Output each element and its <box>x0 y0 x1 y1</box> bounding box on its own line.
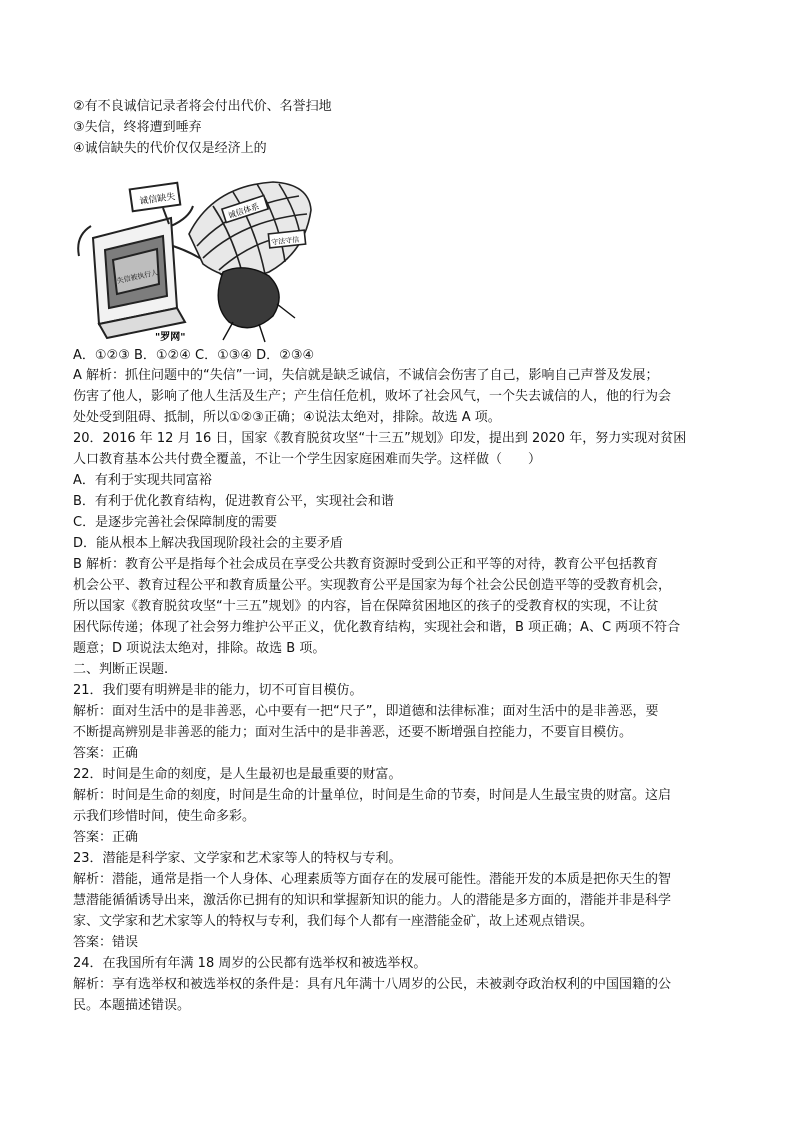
option-line-4: ④诚信缺失的代价仅仅是经济上的 <box>73 141 267 156</box>
analysis-20-line-5: 题意；D 项说法太绝对，排除。故选 B 项。 <box>73 641 326 656</box>
analysis-23-line-1: 解析：潜能，通常是指一个人身体、心理素质等方面存在的发展可能性。潜能开发的本质是把你天生的智 <box>73 872 672 887</box>
net-dome <box>189 182 311 277</box>
analysis-19-line-3: 处处受到阻碍、抵制，所以①②③正确；④说法太绝对，排除。故选 A 项。 <box>73 410 501 425</box>
section-heading-2: 二、判断正误题. <box>73 662 169 677</box>
analysis-23-line-2: 慧潜能循循诱导出来，激活你已拥有的知识和掌握新知识的能力。人的潜能是多方面的，潜能并非是科学 <box>73 893 672 908</box>
question-20-line-2: 人口教育基本公共付费全覆盖，不让一个学生因家庭困难而失学。这样做（ ） <box>73 452 542 467</box>
answer-options-19: A．①②③ B．①②④ C．①③④ D．②③④ <box>73 348 315 363</box>
sign-left-text: 诚信缺失 <box>138 192 176 208</box>
analysis-20-line-2: 机会公平、教育过程公平和教育质量公平。实现教育公平是国家为每个社会公民创造平等的受教育机会， <box>73 578 672 593</box>
analysis-22-line-2: 示我们珍惜时间，使生命多彩。 <box>73 809 256 824</box>
question-24: 24．在我国所有年满 18 周岁的公民都有选举权和被选举权。 <box>73 956 427 971</box>
answer-21: 答案：正确 <box>73 746 139 761</box>
option-20-c: C．是逐步完善社会保障制度的需要 <box>73 515 278 530</box>
analysis-20-line-4: 困代际传递；体现了社会努力维护公平正义，优化教育结构，实现社会和谐，B 项正确；A、C 两项不符合 <box>73 620 681 635</box>
cartoon-illustration <box>73 176 313 344</box>
answer-22: 答案：正确 <box>73 830 139 845</box>
question-23: 23．潜能是科学家、文学家和艺术家等人的特权与专利。 <box>73 851 402 866</box>
creature-figure <box>218 268 295 342</box>
option-20-a: A．有利于实现共同富裕 <box>73 473 212 488</box>
screen-text: 失信被执行人 <box>116 268 159 286</box>
option-line-2: ②有不良诚信记录者将会付出代价、名誉扫地 <box>73 99 332 114</box>
option-line-3: ③失信，终将遭到唾弃 <box>73 120 202 135</box>
analysis-23-line-3: 家、文学家和艺术家等人的特权与专利，我们每个人都有一座潜能金矿，故上述观点错误。 <box>73 914 594 929</box>
option-20-d: D．能从根本上解决我国现阶段社会的主要矛盾 <box>73 536 344 551</box>
sign-left <box>130 183 181 224</box>
analysis-20-line-3: 所以国家《教育脱贫攻坚“十三五”规划》的内容，旨在保障贫困地区的孩子的受教育权的实现，不让贫 <box>73 599 659 614</box>
analysis-19-line-1: A 解析：抓住问题中的“失信”一词，失信就是缺乏诚信，不诚信会伤害了自己，影响自己声誉及发展； <box>73 368 659 383</box>
analysis-19-line-2: 伤害了他人，影响了他人生活及生产；产生信任危机，败坏了社会风气，一个失去诚信的人，他的行为会 <box>73 389 672 404</box>
analysis-24-line-1: 解析：享有选举权和被选举权的条件是：具有凡年满十八周岁的公民，未被剥夺政治权利的中国国籍的公 <box>73 977 672 992</box>
option-20-b: B．有利于优化教育结构，促进教育公平，实现社会和谐 <box>73 494 394 509</box>
analysis-22-line-1: 解析：时间是生命的刻度，时间是生命的计量单位，时间是生命的节奏，时间是人生最宝贵的财富。这启 <box>73 788 672 803</box>
analysis-21-line-1: 解析：面对生活中的是非善恶，心中要有一把“尺子”，即道德和法律标准；面对生活中的是非善恶，要 <box>73 704 659 719</box>
answer-23: 答案：错误 <box>73 935 139 950</box>
analysis-20-line-1: B 解析：教育公平是指每个社会成员在享受公共教育资源时受到公正和平等的对待，教育公平包括教育 <box>73 557 659 572</box>
question-21: 21．我们要有明辨是非的能力，切不可盲目模仿。 <box>73 683 363 698</box>
net-label-text: 诚信体系 <box>226 201 261 221</box>
question-20-line-1: 20．2016 年 12 月 16 日，国家《教育脱贫攻坚“十三五”规划》印发，提出到 2020 年，努力实现对贫困 <box>73 431 687 446</box>
question-22: 22．时间是生命的刻度，是人生最初也是最重要的财富。 <box>73 767 402 782</box>
sign-mid-text: 守法守信 <box>270 235 300 247</box>
cartoon-caption: "罗网" <box>155 332 186 343</box>
analysis-24-line-2: 民。本题描述错误。 <box>73 998 191 1013</box>
analysis-21-line-2: 不断提高辨别是非善恶的能力；面对生活中的是非善恶，还要不断增强自控能力，不要盲目模仿。 <box>73 725 633 740</box>
